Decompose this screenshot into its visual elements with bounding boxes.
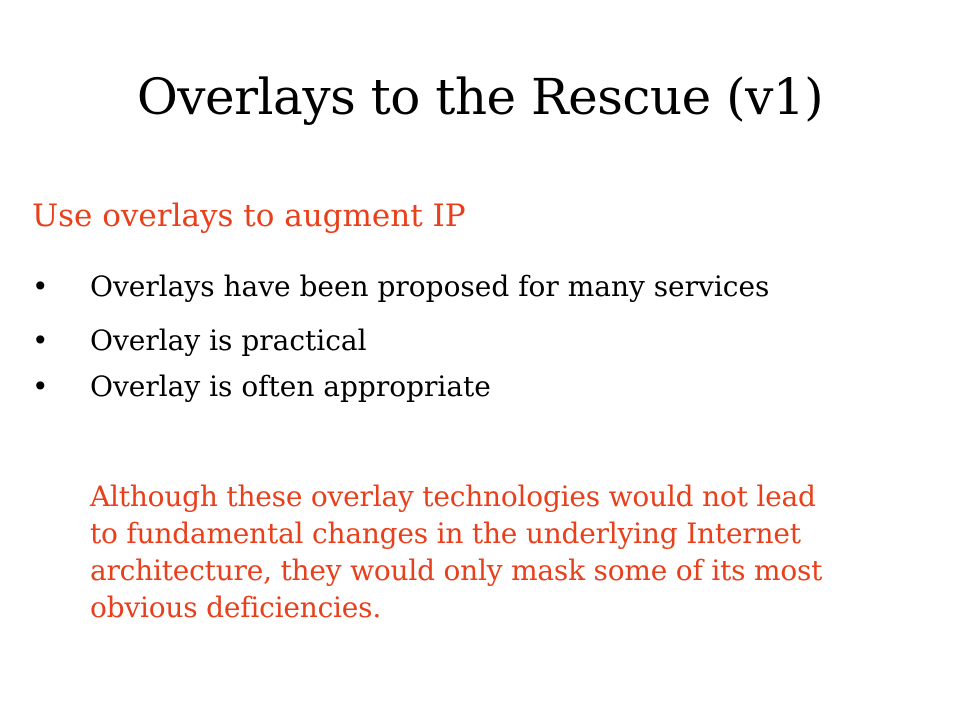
bullet-text: Overlay is often appropriate xyxy=(90,370,491,403)
bullet-icon: • xyxy=(32,370,49,403)
highlighted-note xyxy=(90,478,956,626)
bullet-icon: • xyxy=(32,324,49,357)
bullet-text: Overlay is practical xyxy=(90,324,367,357)
slide-subtitle: Use overlays to augment IP xyxy=(32,198,466,234)
note-line: to fundamental changes in the underlying Internet xyxy=(90,517,801,550)
note-line: architecture, they would only mask some of its most xyxy=(90,554,823,587)
note-line: obvious deficiencies. xyxy=(90,591,382,624)
bullet-text: Overlays have been proposed for many services xyxy=(90,270,770,303)
note-line: Although these overlay technologies would not lead xyxy=(90,480,816,513)
slide-title: Overlays to the Rescue (v1) xyxy=(136,68,824,126)
bullet-icon: • xyxy=(32,270,49,303)
